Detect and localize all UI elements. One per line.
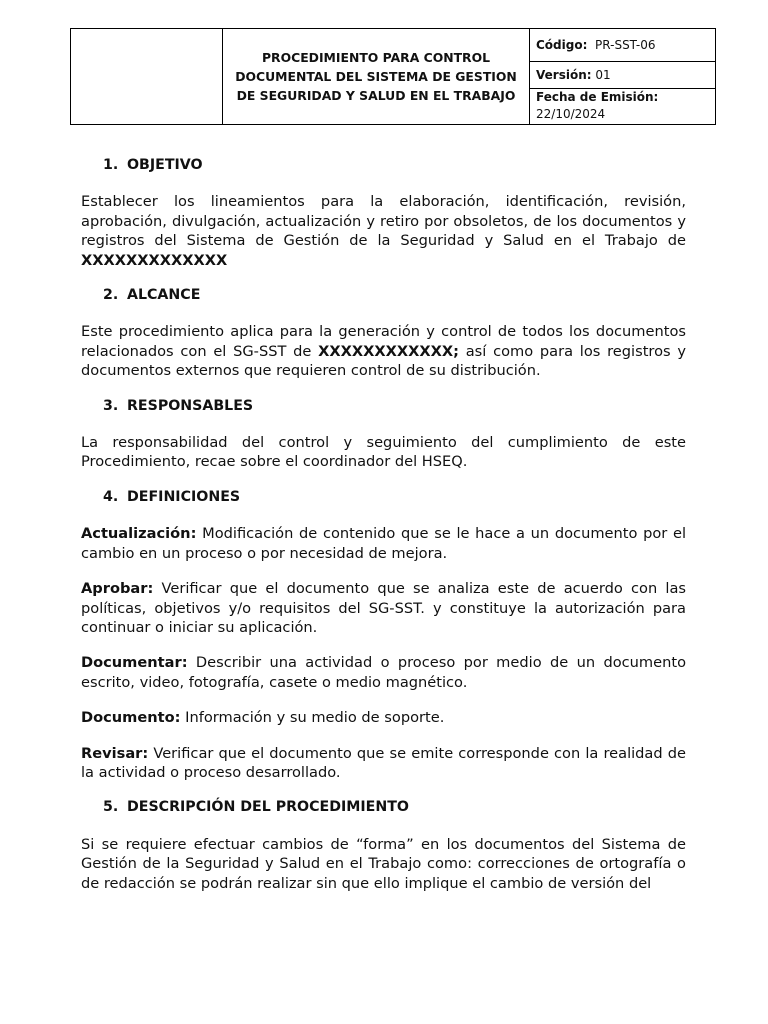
codigo-label: Código: bbox=[536, 38, 588, 53]
alcance-text-before: Este procedimiento aplica para la generación y control de todos los documentos relacionados con el SG-SST de bbox=[81, 323, 686, 360]
responsables-paragraph: La responsabilidad del control y seguimiento del cumplimiento de este Procedimiento, recae sobre el coordinador del HSEQ. bbox=[81, 434, 686, 471]
section-number: 1. bbox=[103, 157, 119, 173]
section-heading-alcance bbox=[103, 286, 686, 305]
version-value: 01 bbox=[595, 67, 611, 82]
definition-term: Revisar: bbox=[81, 744, 149, 762]
definition-term: Documentar: bbox=[81, 654, 188, 672]
document-body bbox=[81, 156, 686, 909]
version-label: Versión: bbox=[536, 67, 592, 82]
section-number: 4. bbox=[103, 488, 119, 505]
section-title: DEFINICIONES bbox=[127, 488, 241, 505]
definition-text: Información y su medio de soporte. bbox=[185, 709, 445, 727]
definition-text: Verificar que el documento que se analiza este de acuerdo con las políticas, objetivos y/o requisitos del SG-SST. y constituye la autorización para continuar o iniciar su aplicación. bbox=[81, 580, 686, 636]
alcance-paragraph bbox=[81, 322, 686, 380]
descripcion-paragraph: Si se requiere efectuar cambios de “forma” en los documentos del Sistema de Gestión de la Seguridad y Salud en el Trabajo como: correcciones de ortografía o de redacción se podrán realizar sin que ello implique el cambio de versión del bbox=[81, 835, 686, 892]
fecha-value: 22/10/2024 bbox=[536, 107, 606, 122]
document-header-table bbox=[70, 28, 716, 125]
definition-term: Documento: bbox=[81, 709, 181, 727]
fecha-field bbox=[530, 88, 716, 124]
logo-placeholder bbox=[71, 29, 223, 125]
definition-text: Describir una actividad o proceso por medio de un documento escrito, video, fotografía, casete o medio magnético. bbox=[81, 654, 687, 691]
section-heading-responsables bbox=[103, 397, 686, 416]
section-number: 2. bbox=[103, 287, 119, 304]
section-title: RESPONSABLES bbox=[127, 397, 254, 414]
definition-item bbox=[81, 579, 686, 637]
objetivo-paragraph bbox=[81, 192, 686, 270]
section-title: DESCRIPCIÓN DEL PROCEDIMIENTO bbox=[127, 799, 409, 816]
objetivo-text: Establecer los lineamientos para la elaboración, identificación, revisión, aprobación, divulgación, actualización y retiro por obsoletos, de los documentos y registros del Sistema de Gestión de la Seguridad y Salud en el Trabajo de bbox=[81, 193, 686, 250]
section-title: OBJETIVO bbox=[127, 157, 203, 173]
codigo-value: PR-SST-06 bbox=[595, 38, 656, 53]
definition-term: Aprobar: bbox=[81, 580, 154, 598]
section-title: ALCANCE bbox=[127, 287, 201, 304]
definition-item bbox=[81, 708, 686, 727]
definition-text: Verificar que el documento que se emite corresponde con la realidad de la actividad o proceso desarrollado. bbox=[81, 744, 686, 781]
section-heading-descripcion bbox=[103, 798, 686, 817]
definition-text: Modificación de contenido que se le hace a un documento por el cambio en un proceso o por necesidad de mejora. bbox=[81, 525, 687, 562]
company-placeholder: XXXXXXXXXXXXX bbox=[81, 251, 228, 269]
company-placeholder: XXXXXXXXXXXX; bbox=[318, 342, 459, 360]
alcance-text-after: así como para los registros y documentos externos que requieren control de su distribución. bbox=[81, 342, 687, 380]
definition-item bbox=[81, 744, 686, 783]
section-number: 5. bbox=[103, 799, 119, 816]
section-number: 3. bbox=[103, 397, 119, 414]
section-heading-objetivo bbox=[103, 156, 686, 175]
definition-item bbox=[81, 653, 686, 692]
version-field bbox=[530, 62, 716, 88]
section-heading-definiciones bbox=[103, 488, 686, 507]
document-title: PROCEDIMIENTO PARA CONTROL DOCUMENTAL DEL SISTEMA DE GESTION DE SEGURIDAD Y SALUD EN EL TRABAJO bbox=[223, 29, 530, 125]
definition-term: Actualización: bbox=[81, 525, 197, 543]
fecha-label: Fecha de Emisión: bbox=[536, 90, 659, 105]
codigo-field bbox=[530, 29, 716, 62]
definition-item bbox=[81, 524, 686, 563]
